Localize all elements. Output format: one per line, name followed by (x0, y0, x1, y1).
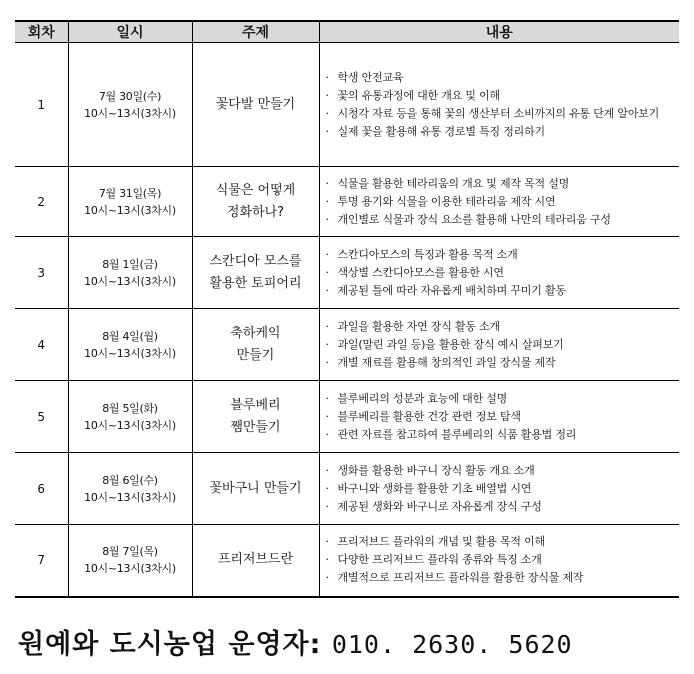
bullet-icon: · (325, 355, 329, 369)
content-text: 생화를 활용한 바구니 장식 활동 개요 소개 (337, 463, 535, 477)
session-date: 8월 1일(금) (102, 257, 158, 271)
content-item (326, 390, 680, 408)
operator-phone: 010. 2630. 5620 (331, 630, 573, 659)
bullet-icon: · (325, 88, 329, 102)
content-text: 다양한 프리저브드 플라워 종류와 특징 소개 (337, 553, 542, 567)
content-text: 개별 재료를 활용해 창의적인 과일 장식물 제작 (337, 355, 556, 369)
bullet-icon: · (325, 409, 329, 423)
bullet-icon: · (325, 106, 329, 120)
content-item (326, 569, 680, 587)
content-text: 제공된 생화와 바구니로 자유롭게 장식 구성 (337, 499, 542, 513)
session-topic (192, 167, 319, 237)
bullet-icon: · (325, 535, 329, 549)
session-number: 6 (15, 453, 68, 525)
session-date: 8월 5일(화) (102, 401, 158, 415)
content-item (326, 246, 680, 264)
content-text: 프리저브드 플라워의 개념 및 활용 목적 이해 (337, 535, 545, 549)
session-date: 8월 4일(월) (102, 329, 158, 343)
content-text: 제공된 틀에 따라 자유롭게 배치하며 꾸미기 활동 (337, 283, 566, 297)
session-number: 2 (15, 167, 68, 237)
bullet-icon: · (325, 481, 329, 495)
content-item (326, 175, 680, 193)
schedule-table (15, 20, 679, 598)
header-datetime: 일시 (68, 21, 192, 43)
session-content (319, 237, 679, 309)
session-date: 8월 7일(목) (102, 545, 158, 559)
session-time: 10시~13시(3차시) (84, 562, 176, 576)
topic-line: 활용한 토피어리 (209, 275, 302, 291)
session-content (319, 525, 679, 597)
topic-line: 꽃바구니 만들기 (209, 480, 302, 496)
content-item (326, 282, 680, 300)
topic-line: 만들기 (236, 347, 275, 363)
content-text: 식물을 활용한 테라리움의 개요 및 제작 목적 설명 (337, 176, 570, 190)
table-row (15, 453, 679, 525)
topic-line: 스칸디아 모스를 (209, 253, 302, 269)
content-item (326, 105, 680, 123)
session-time: 10시~13시(3차시) (84, 490, 176, 504)
topic-line: 블루베리 (230, 397, 281, 413)
session-time: 10시~13시(3차시) (84, 346, 176, 360)
header-session: 회차 (15, 21, 68, 43)
content-item (326, 264, 680, 282)
operator-label: 원예와 도시농업 운영자: (18, 629, 322, 660)
session-topic (192, 525, 319, 597)
bullet-icon: · (325, 176, 329, 190)
session-datetime (68, 237, 192, 309)
session-content (319, 167, 679, 237)
header-row (15, 21, 679, 43)
table-row (15, 237, 679, 309)
content-text: 블루베리의 성분과 효능에 대한 설명 (337, 391, 508, 405)
content-text: 색상별 스칸디아모스를 활용한 시연 (337, 265, 504, 279)
content-text: 실제 꽃을 활용해 유통 경로별 특징 정리하기 (337, 124, 545, 138)
session-content (319, 381, 679, 453)
session-date: 7월 31일(목) (98, 186, 162, 200)
content-text: 블루베리를 활용한 건강 관련 정보 탐색 (337, 409, 521, 423)
bullet-icon: · (325, 499, 329, 513)
session-content (319, 43, 679, 167)
session-topic (192, 381, 319, 453)
content-item (326, 69, 680, 87)
bullet-icon: · (325, 391, 329, 405)
header-topic: 주제 (192, 21, 319, 43)
content-text: 개별적으로 프리저브드 플라워를 활용한 장식물 제작 (337, 571, 584, 585)
content-item (326, 408, 680, 426)
content-item (326, 551, 680, 569)
session-time: 10시~13시(3차시) (84, 106, 176, 120)
session-date: 8월 6일(수) (102, 473, 158, 487)
bullet-icon: · (325, 571, 329, 585)
table-row (15, 43, 679, 167)
session-datetime (68, 381, 192, 453)
table-row (15, 381, 679, 453)
bullet-icon: · (325, 553, 329, 567)
session-datetime (68, 525, 192, 597)
content-text: 개인별로 식물과 장식 요소를 활용해 나만의 테라리움 구성 (337, 212, 611, 226)
session-time: 10시~13시(3차시) (84, 418, 176, 432)
bullet-icon: · (325, 212, 329, 226)
content-item (326, 87, 680, 105)
content-text: 과일(말린 과일 등)을 활용한 장식 예시 살펴보기 (337, 337, 564, 351)
session-number: 3 (15, 237, 68, 309)
session-number: 7 (15, 525, 68, 597)
session-content (319, 453, 679, 525)
table-row (15, 309, 679, 381)
topic-line: 프리저브드란 (217, 552, 294, 568)
content-item (326, 354, 680, 372)
session-time: 10시~13시(3차시) (84, 274, 176, 288)
content-item (326, 426, 680, 444)
content-text: 바구니와 생화를 활용한 기초 배열법 시연 (337, 481, 532, 495)
content-item (326, 462, 680, 480)
content-item (326, 336, 680, 354)
session-topic (192, 237, 319, 309)
content-text: 과일을 활용한 자연 장식 활동 소개 (337, 319, 500, 333)
topic-line: 꽃다발 만들기 (215, 96, 296, 112)
header-content: 내용 (319, 21, 679, 43)
session-number: 5 (15, 381, 68, 453)
session-date: 7월 30일(수) (98, 89, 162, 103)
topic-line: 쨈만들기 (230, 419, 281, 435)
session-datetime (68, 167, 192, 237)
table-row (15, 167, 679, 237)
bullet-icon: · (325, 427, 329, 441)
content-item (326, 480, 680, 498)
bullet-icon: · (325, 283, 329, 297)
content-item (326, 193, 680, 211)
session-number: 4 (15, 309, 68, 381)
session-datetime (68, 43, 192, 167)
content-item (326, 211, 680, 229)
content-text: 관련 자료를 참고하여 블루베리의 식품 활용법 정리 (337, 427, 577, 441)
bullet-icon: · (325, 265, 329, 279)
content-item (326, 318, 680, 336)
topic-line: 식물은 어떻게 (215, 182, 296, 198)
bullet-icon: · (325, 70, 329, 84)
content-text: 꽃의 유통과정에 대한 개요 및 이해 (337, 88, 500, 102)
session-datetime (68, 453, 192, 525)
content-item (326, 498, 680, 516)
session-topic (192, 309, 319, 381)
table-row (15, 525, 679, 597)
session-topic (192, 453, 319, 525)
content-item (326, 533, 680, 551)
bullet-icon: · (325, 194, 329, 208)
content-text: 학생 안전교육 (337, 70, 404, 84)
operator-contact (18, 622, 573, 661)
bullet-icon: · (325, 337, 329, 351)
bullet-icon: · (325, 463, 329, 477)
session-topic (192, 43, 319, 167)
session-time: 10시~13시(3차시) (84, 203, 176, 217)
session-datetime (68, 309, 192, 381)
content-text: 스칸디아모스의 특징과 활용 목적 소개 (337, 247, 518, 261)
topic-line: 정화하나? (226, 204, 285, 220)
bullet-icon: · (325, 319, 329, 333)
session-content (319, 309, 679, 381)
content-item (326, 123, 680, 141)
session-number: 1 (15, 43, 68, 167)
content-text: 투명 용기와 식물을 이용한 테라리움 제작 시연 (337, 194, 556, 208)
bullet-icon: · (325, 124, 329, 138)
content-text: 시청각 자료 등을 통해 꽃의 생산부터 소비까지의 유통 단계 알아보기 (337, 106, 660, 120)
topic-line: 축하케익 (230, 325, 281, 341)
bullet-icon: · (325, 247, 329, 261)
